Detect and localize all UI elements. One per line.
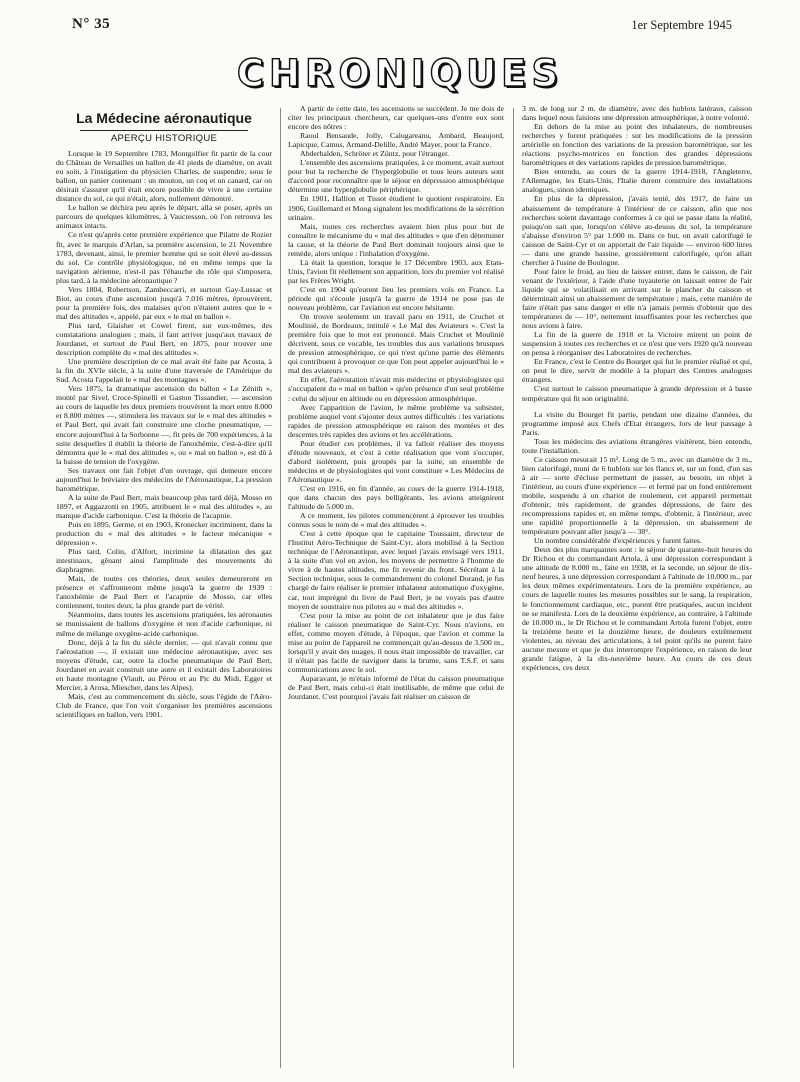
paragraph: Ce caisson mesurait 15 m³. Long de 5 m., avec un diamètre de 3 m., bien calorifugé, muni de 6 hublots sur les flancs et, sur un fond, d'un sas à air — sorte d'écluse permettant de passer, au besoin, un objet à l'intérieur, au cours d'une expérience — et fermé par un fond entièrement mobile, suspendu à un chariot de roulement, cet appareil permettait d'obtenir, très rapidement, de grandes dépressions, de faire des recompressions rapides et, en même temps, d'obtenir, à l'intérieur, avec une rapidité proportionnelle à la dépression, un abaissement de température pouvant aller jusqu'à — 38°. xyxy=(522,454,752,537)
paragraph: C'est surtout le caisson pneumatique à grande dépression et à basse température qui fit son originalité. xyxy=(522,384,752,403)
page-header xyxy=(0,14,800,44)
section-banner: CHRONIQUES xyxy=(236,52,564,95)
paragraph: A ce moment, les pilotes commencèrent à éprouver les troubles connus sous le nom de « mal des altitudes ». xyxy=(288,511,504,530)
paragraph: En 1901, Hallion et Tissot étudient le quotient respiratoire. En 1906, Guillemard et Moog signalent les modifications de la sécrétion urinaire. xyxy=(288,194,504,222)
paragraph: Tous les médecins des aviations étrangères visitèrent, bien entendu, toute l'installation. xyxy=(522,436,752,455)
issue-date: 1er Septembre 1945 xyxy=(631,18,732,32)
paragraph: Ses travaux ont fait l'objet d'un ouvrage, qui demeure encore aujourd'hui le bréviaire des médecins de l'Aéronautique, La pression barométrique. xyxy=(56,465,272,493)
paragraph: Raoul Bensaude, Jolly, Calugareanu, Ambard, Beaujord, Lapicque, Camus, Armand-Delille, André Mayer, pour la France. xyxy=(288,131,504,150)
issue-number: N° 35 xyxy=(72,16,111,32)
paragraph: A partir de cette date, les ascensions se succèdent. Je me dois de citer les principaux chercheurs, car quelques-uns d'entre eux sont encore des nôtres : xyxy=(288,104,504,132)
article-title: La Médecine aéronautique xyxy=(76,110,252,126)
paragraph: Ce n'est qu'après cette première expérience que Pilatre de Rozier fit, avec le marquis d'Arlan, sa première ascension, le 21 Novembre 1783, devenant, ainsi, le premier homme qui se soit élevé au-dessus du sol. Ce contrôle physiologique, né en même temps que la navigation aérienne, n'est-il pas l'ébauche du rôle qui s'imposera, plus tard, à la médecine aéronautique ? xyxy=(56,230,272,285)
paragraph: C'est en 1904 qu'eurent lieu les premiers vols en France. La période qui s'écoule jusqu'à la guerre de 1914 ne pose pas de nouveau problème, car l'aviation est encore hésitante. xyxy=(288,284,504,313)
title-underline xyxy=(80,130,248,131)
article-body xyxy=(56,104,756,1074)
paragraph: Un nombre considérable d'expériences y furent faites. xyxy=(534,536,702,546)
column-1 xyxy=(56,104,272,1069)
paragraph: Pour étudier ces problèmes, il va falloir réaliser des moyens d'étude nouveaux, et c'est à cette réalisation que vont s'occuper, d'abord isolément, puis groupés par la suite, un ensemble de médecins et de physiologistes qui vont constituer « Les Médecins de l'Aéronautique ». xyxy=(288,438,504,484)
column-2 xyxy=(288,104,504,1069)
paragraph: 3 m. de long sur 2 m. de diamètre, avec des hublots latéraux, caisson dans lequel nous faisions une dépression atmosphérique, à notre volonté. xyxy=(522,104,752,123)
paragraph: Mais, toutes ces recherches avaient bien plus pour but de connaître le mécanisme du « mal des altitudes » que d'en déterminer la cause, et la théorie de Paul Bert dominait toujours ainsi que le remède, alors unique : l'inhalation d'oxygène. xyxy=(288,221,504,258)
paragraph: Mais, c'est au commencement du siècle, sous l'égide de l'Aéro-Club de France, que l'on voit s'organiser les premières ascensions scientifiques en ballon, vers 1901. xyxy=(56,691,272,719)
paragraph: On trouve seulement un travail paru en 1911, de Cruchet et Moulinié, de Bordeaux, intitulé « Le Mal des Aviateurs ». C'est la première fois que le mot est prononcé. Mais Cruchet et Moulinié décrivent, sous ce vocable, les troubles dus aux variations brusques de pression atmosphérique, ce qui n'est qu'une partie des éléments qui contribuent à provoquer ce que l'on peut appeler aujourd'hui le « mal des aviateurs ». xyxy=(288,312,504,376)
paragraph: Donc, déjà à la fin du siècle dernier, — qui n'avait connu que l'aérostation —, il existait une médecine aéronautique, avec ses moyens d'étude, car, outre la cloche pneumatique de Paul Bert, Jourdanet en avait construit une autre et il existait des Laboratoires en haute montagne (Viault, au Pérou et au Pic du Midi, Egger et Mercier, à Arosa, Miescher, dans les Alpes). xyxy=(56,637,272,692)
paragraph: A la suite de Paul Bert, mais beaucoup plus tard déjà, Mosso en 1897, et Aggazzotti en 1905, attribuent le « mal des altitudes », au manque d'acide carbonique. C'est la théorie de l'acapnie. xyxy=(56,492,272,520)
paragraph: En effet, l'aérostation n'avait mis médecins et physiologistes qui s'occupaient du « mal en ballon » qu'en présence d'un seul problème : celui du séjour en altitude ou en dépression atmosphérique. xyxy=(288,375,504,403)
paragraph: C'est à cette époque que le capitaine Toussaint, directeur de l'Institut Aéro-Technique de Saint-Cyr, alors mobilisé à la Section technique de l'Aéronautique, avec lequel j'avais envisagé vers 1911, à la suite d'un vol en avion, les moyens de permettre à l'homme de vivre à de hautes altitudes, me fit revenir du front. Sécrétant à la Section technique, sous le commandement du colonel Dorand, je fus chargé de faire réaliser le premier inhalateur automatique d'oxygène, car, tout imprégné du livre de Paul Bert, je ne voyais pas d'autre moyen de soustraire nos pilotes au « mal des altitudes ». xyxy=(288,529,504,611)
paragraph: Abderhalden, Schröter et Züntz, pour l'étranger. xyxy=(300,149,450,159)
paragraph: Pour faire le froid, au lieu de laisser entrer, dans le caisson, de l'air venant de l'extérieur, à l'aide d'une tuyauterie on laissait entrer de l'air liquide qui se volatilisait en arrivant sur le plancher du caisson et déterminait ainsi un abaissement de température ; mais, cette manière de faire n'était pas sans danger et elle n'a jamais permis d'obtenir que des températures de — 10°, nettement insuffisantes pour les recherches que nous avions à faire. xyxy=(522,266,752,331)
paragraph: Vers 1804, Robertson, Zambeccarri, et surtout Gay-Lussac et Biot, au cours d'une ascension jusqu'à 7.016 mètres, éprouvèrent, pour la première fois, des malaises qu'on n'étaient autres que le « mal des altitudes », appelé, par eux « le mal en ballon ». xyxy=(56,284,272,321)
article-subtitle: APERÇU HISTORIQUE xyxy=(110,133,218,144)
paragraph: Plus tard, Glaisher et Cowel firent, sur eux-mêmes, des constatations analogues ; mais, il faut arriver jusqu'aux travaux de Jourdanet, et surtout de Paul Bert, en 1875, pour trouver une description complète du « mal des altitudes ». xyxy=(56,320,272,358)
paragraph: Là était la question, lorsque le 17 Décembre 1903, aux Etats-Unis, l'avion fit réellement son apparition, lors du premier vol réalisé par les Frères Wright. xyxy=(288,257,504,285)
paragraph: Bien entendu, au cours de la guerre 1914-1918, l'Angleterre, l'Allemagne, les Etats-Unis, l'Italie durent construire des installations analogues, sinon identiques. xyxy=(522,167,752,195)
paragraph: En dehors de la mise au point des inhalateurs, de nombreuses recherches y furent pratiquées : sur les modifications de la pression artérielle en fonction des variations de la pression barométrique, sur les réactions psycho-motrices en fonction des grandes dépressions barométriques et des variations rapides de pression barométrique. xyxy=(522,122,752,168)
paragraph: En plus de la dépression, j'avais tenté, dès 1917, de faire un abaissement de température à l'intérieur de ce caisson, afin que nos recherches soient davantage conformes à ce qui se passe dans la réalité, puisqu'on sait que, lorsqu'on s'élève au-dessus du sol, la température s'abaisse d'environ 5° par 1.000 m. Dans ce but, on avait calorifugé le caisson de Saint-Cyr et on apportait de l'air liquide — environ 600 litres — dans une grande bassine, grossièrement calorifugée, qu'on allait chercher à l'usine de Boulogne. xyxy=(522,194,752,267)
paragraph: La visite du Bourget fit partie, pendant une dizaine d'années, du programme imposé aux Chefs d'Etat étrangers, lors de leur passage à Paris. xyxy=(522,409,752,437)
paragraph: C'est pour la mise au point de cet inhalateur que je dus faire réaliser le caisson pneumatique de Saint-Cyr. Nous n'avions, en effet, comme moyen d'étude, à l'époque, que l'avion et comme la mise au point de l'appareil ne commençait qu'au-dessus de 3.500 m., lorsqu'il y avait des nuages, il nous était impossible de travailler, car il n'était pas facile de naviguer dans la brume, sans T.S.F. et sans communications avec le sol. xyxy=(288,610,504,674)
paragraph: Lorsque le 19 Septembre 1783, Montgolfier fit partir de la cour du Château de Versailles un ballon de 41 pieds de diamètre, on avait eu soin, à l'instigation du physicien Charles, de suspendre, sous le ballon, un panier contenant : un mouton, un coq et un canard, car on désirait s'assurer qu'il était encore possible de vivre à une certaine distance du sol, ce qui n'était, alors, nullement démontré. xyxy=(56,149,272,204)
paragraph: Néanmoins, dans toutes les ascensions pratiquées, les aéronautes se munissaient de ballons d'oxygène et non d'acide carbonique, ni même de mélange oxygène-acide carbonique. xyxy=(56,610,272,638)
paragraph: Deux des plus marquantes sont : le séjour de quarante-huit heures du Dr Richou et du commandant Artola, à une dépression correspondant à une altitude de 8.000 m., faite en 1938, et la seconde, un séjour de dix-neuf heures, à une dépression correspondant à l'altitude de 10.000 m., par les deux mêmes expérimentateurs. Lors de la première expérience, au cours de laquelle toutes les mesures possibles sur le sang, la respiration, le fonctionnement cardiaque, etc., purent être pratiquées, aucun incident ne se manifesta. Lors de la deuxième expérience, au contraire, à l'altitude de 10.000 m., le Dr Richou et le commandant Artola furent l'objet, entre la treizième heure et la douzième heure, de douleurs extrêmement violentes, au niveau des articulations, à tel point qu'ils ne purent faire aucune mesure et que je dus interrompre l'expérience, en raison de leur grande fatigue, à la dix-neuvième heure. Au cours de ces deux expériences, ces deux xyxy=(522,545,752,672)
paragraph: Puis en 1895, Germe, et en 1903, Kronecker incriminent, dans la production du « mal des altitudes » le facteur mécanique « dépression ». xyxy=(56,519,272,548)
column-divider xyxy=(280,108,281,1068)
paragraph: Le ballon se déchira peu après le départ, alla se poser, après un parcours de quelques kilomètres, à Vaucresson, où l'on retrouva les animaux intacts. xyxy=(56,203,272,231)
paragraph: C'est en 1916, en fin d'année, au cours de la guerre 1914-1918, que dans chacun des pays belligérants, les avions atteignirent l'altitude de 5.000 m. xyxy=(288,483,504,512)
paragraph: Mais, de toutes ces théories, deux seules demeureront en présence et s'affronteront même jusqu'à la guerre de 1939 : l'anoxhémie de Paul Bert et l'acapnie de Mosso, car elles contiennent, toutes deux, la plus grande part de vérité. xyxy=(56,574,272,611)
paragraph: Plus tard, Colin, d'Alfort, incrimine la dilatation des gaz intestinaux, gênant ainsi l'amplitude des mouvements du diaphragme. xyxy=(56,547,272,575)
paragraph: L'ensemble des ascensions pratiquées, à ce moment, avait surtout pour but la recherche de l'hyperglobulie et tous leurs auteurs sont d'accord pour reconnaître que le séjour en dépression atmosphérique détermine une hyperglobulie périphérique. xyxy=(288,158,504,195)
paragraph: Avec l'apparition de l'avion, le même problème va subsister, problème auquel vont s'ajouter deux autres difficultés : les variations rapides de pression atmosphérique en raison des montées et des descentes très rapides des avions et les accélérations. xyxy=(288,402,504,439)
paragraph: Une première description de ce mal avait été faite par Acosta, à la fin du XVIe siècle, à la suite d'une traversée de l'Amérique du Sud. Acosta l'appelait le « mal des montagnes ». xyxy=(56,357,272,385)
paragraph: La fin de la guerre de 1918 et la Victoire mirent un point de suspension à toutes ces recherches et ce n'est que vers 1920 qu'à nouveau on pensa à réorganiser des Laboratoires de recherches. xyxy=(522,330,752,358)
paragraph: En France, c'est le Centre du Bourget qui fut le premier réalisé et qui, on peut le dire, servit de modèle à la plupart des Centres analogues étrangers. xyxy=(522,357,752,385)
paragraph: Vers 1875, la dramatique ascension du ballon « Le Zénith », monté par Sivel, Croce-Spinelli et Gaston Tissandier, — ascension au cours de laquelle les deux premiers trouvèrent la mort entre 8.000 et 8.800 mètres —, stimulera les travaux sur le « mal des altitudes » et Paul Bert, qui avait fait construire une cloche pneumatique, — encore aujourd'hui à la Sorbonne —, fit près de 700 expériences, à la suite desquelles il établit la théorie de l'anoxhémie, c'est-à-dire qu'il démontra que le « mal des altitudes », ou « mal en ballon », est dû à la baisse de tension de l'oxygène. xyxy=(56,384,272,466)
column-3 xyxy=(522,104,752,1069)
column-divider xyxy=(513,108,514,1068)
paragraph: Auparavant, je m'étais informé de l'état du caisson pneumatique de Paul Bert, mais celui-ci était inutilisable, de même que celui de Jourdanet. C'est pourquoi j'avais fait réaliser un caisson de xyxy=(288,673,504,702)
